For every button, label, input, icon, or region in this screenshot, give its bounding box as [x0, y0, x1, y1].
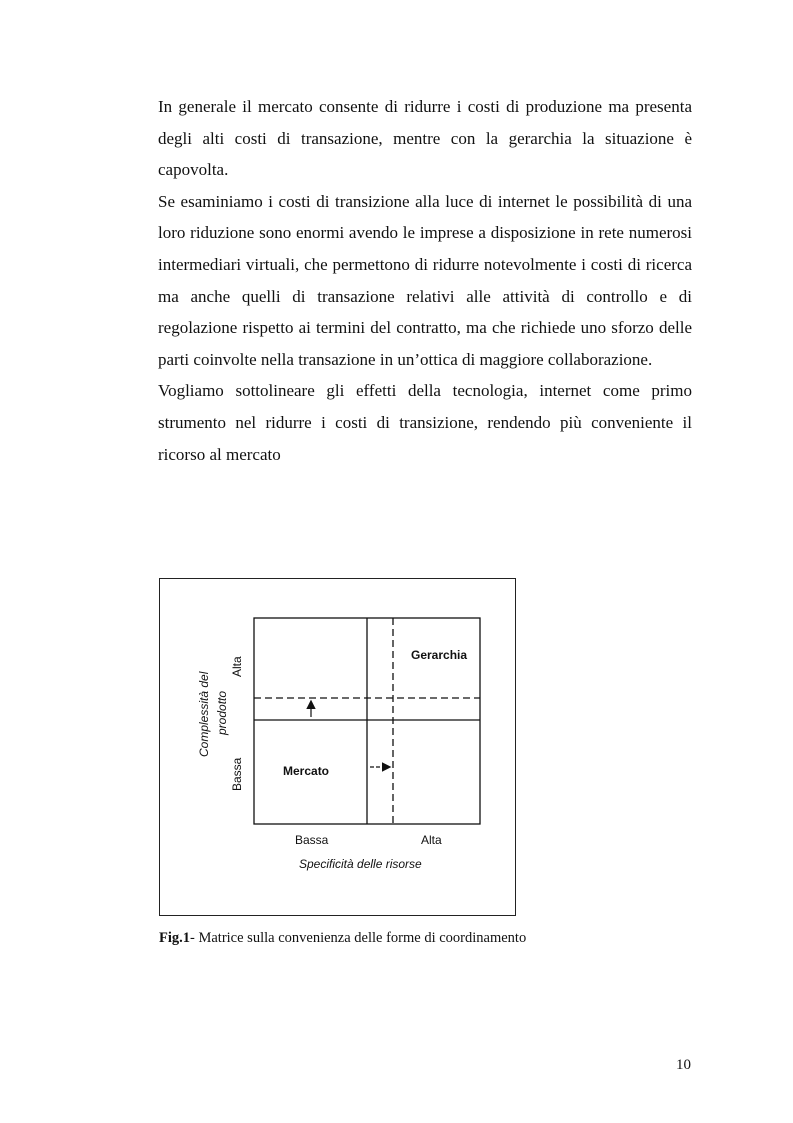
figure-caption [159, 929, 526, 947]
paragraph-1: In generale il mercato consente di ridurre i costi di produzione ma presenta degli alti costi di transazione, mentre con la gerarchia la situazione è capovolta. [158, 97, 692, 180]
figure-caption-label: Fig.1 [159, 930, 191, 946]
body-text [158, 91, 692, 470]
figure-caption-text: - Matrice sulla convenienza delle forme di coordinamento [190, 930, 527, 946]
x-axis-title: Specificità delle risorse [299, 857, 422, 871]
y-high-label: Alta [230, 656, 244, 677]
y-axis-title-line1: Complessità del [197, 671, 211, 757]
matrix-diagram [160, 579, 517, 917]
y-axis-title-line2: prodotto [215, 690, 229, 735]
quadrant-label-mercato: Mercato [283, 764, 330, 778]
quadrant-label-gerarchia: Gerarchia [411, 648, 468, 662]
figure-frame [159, 578, 516, 916]
paragraph-3: Vogliamo sottolineare gli effetti della tecnologia, internet come primo strumento nel ridurre i costi di transizione, rendendo più conveniente il ricorso al mercato [158, 381, 692, 464]
x-low-label: Bassa [295, 833, 329, 847]
y-low-label: Bassa [230, 757, 244, 791]
page-number: 10 [676, 1057, 691, 1073]
paragraph-2: Se esaminiamo i costi di transizione alla luce di internet le possibilità di una loro riduzione sono enormi avendo le imprese a disposizione in rete numerosi intermediari virtuali, che permettono di ridurre notevolmente i costi di ricerca ma anche quelli di transazione relativi alle attività di controllo e di regolazione rispetto ai termini del contratto, ma che richiede uno sforzo delle parti coinvolte nella transazione in un’ottica di maggiore collaborazione. [158, 191, 692, 369]
x-high-label: Alta [421, 833, 442, 847]
